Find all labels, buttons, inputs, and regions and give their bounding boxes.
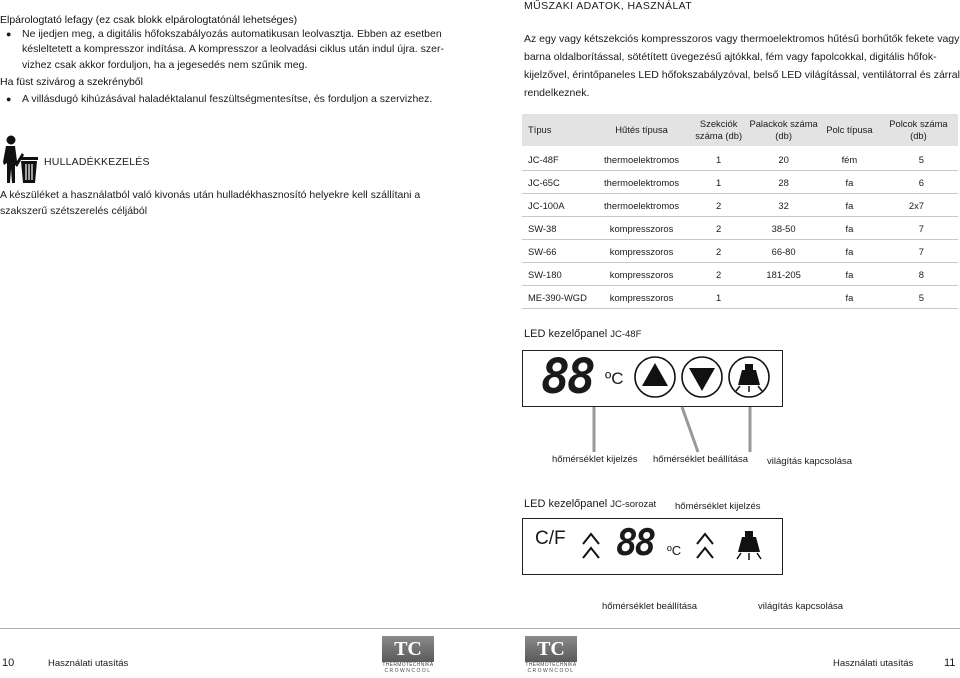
logo-mark: TC (382, 636, 434, 662)
caption-light: világítás kapcsolása (767, 456, 853, 467)
table-cell: 6 (879, 171, 958, 194)
heading-evaporator: Elpárologtató lefagy (ez csak blokk elpárologtatónál lehetséges) (0, 14, 298, 26)
unit-celsius: ºC (667, 543, 682, 558)
table-cell: 8 (879, 263, 958, 286)
waste-title: HULLADÉKKEZELÉS (44, 156, 150, 168)
panel1-box (522, 350, 783, 407)
disposal-line-2: szakszerű szétszerelés céljából (0, 205, 148, 217)
table-cell: fa (820, 171, 879, 194)
col-header: Szekciók száma (db) (690, 114, 747, 146)
panel-model: JC-48F (610, 329, 642, 340)
table-cell: fa (820, 286, 879, 309)
text-line: A villásdugó kihúzásával haladéktalanul feszültségmentesítse, és forduljon a szervizhez. (22, 93, 433, 105)
table-cell (747, 286, 820, 309)
bullet: ● (6, 94, 12, 104)
disposal-line-1: A készüléket a használatból való kivonás után hulladékhasznosító helyekre kell szállítani a (0, 189, 421, 201)
caption-light: világítás kapcsolása (758, 601, 844, 612)
panel-label-text: LED kezelőpanel (524, 328, 608, 340)
col-header: Polc típusa (820, 114, 879, 146)
panel1-label (524, 328, 641, 340)
col-header: Polcok száma (db) (879, 114, 958, 146)
table-row (522, 240, 958, 263)
table-row (522, 286, 958, 309)
table-cell: JC-65C (522, 171, 593, 194)
table-row (522, 171, 958, 194)
panel-label-text: LED kezelőpanel (524, 498, 608, 510)
table-cell: fa (820, 194, 879, 217)
table-row (522, 263, 958, 286)
table-cell: 181-205 (747, 263, 820, 286)
section-title: MŰSZAKI ADATOK, HASZNÁLAT (524, 0, 693, 12)
table-cell: SW-38 (522, 217, 593, 240)
table-cell: JC-48F (522, 148, 593, 171)
panel2-box (522, 518, 783, 575)
table-cell: 32 (747, 194, 820, 217)
table-cell: thermoelektromos (593, 194, 690, 217)
trash-disposal-icon (2, 135, 40, 185)
chevron-up-icon[interactable] (581, 531, 601, 561)
chevron-up-icon[interactable] (695, 531, 715, 561)
table-cell: SW-66 (522, 240, 593, 263)
logo-mark: TC (525, 636, 577, 662)
triangle-down-icon[interactable] (680, 355, 724, 399)
table-cell: 38-50 (747, 217, 820, 240)
text-line: késleltetett a kompresszor indítása. A kompresszor a leolvadási ciklus után indul újra. szer- (22, 43, 444, 55)
table-cell: ME-390-WGD (522, 286, 593, 309)
col-header: Palackok száma (db) (747, 114, 820, 146)
logo-sub1: THERMOTECHNIKA (525, 662, 577, 668)
table-cell: 2 (690, 217, 747, 240)
table-cell: 1 (690, 286, 747, 309)
table-cell: kompresszoros (593, 263, 690, 286)
triangle-up-icon[interactable] (633, 355, 677, 399)
cf-toggle-label[interactable]: C/F (535, 528, 566, 549)
intro-paragraph (524, 30, 958, 102)
brand-logo (525, 636, 577, 676)
spec-table (522, 114, 958, 309)
table-row (522, 148, 958, 171)
light-bulb-icon[interactable] (735, 529, 763, 563)
para-line: barna oldalborítással, sötétített üvegezésű ajtókkal, fém vagy fapolcokkal, digitális hőfok- (524, 51, 937, 63)
table-cell: thermoelektromos (593, 171, 690, 194)
bullet: ● (6, 29, 12, 39)
table-cell: kompresszoros (593, 217, 690, 240)
light-bulb-icon[interactable] (727, 355, 771, 399)
footer-text-left: Használati utasítás (48, 658, 129, 669)
caption-temp-display: hőmérséklet kijelzés (552, 454, 638, 465)
brand-logo (382, 636, 434, 676)
table-cell: 7 (879, 217, 958, 240)
table-cell: 1 (690, 171, 747, 194)
table-cell: 2 (690, 263, 747, 286)
table-cell: 20 (747, 148, 820, 171)
panel-model: JC-sorozat (610, 499, 657, 510)
table-row (522, 194, 958, 217)
table-cell: 2 (690, 240, 747, 263)
table-cell: 5 (879, 148, 958, 171)
footer-text-right: Használati utasítás (833, 658, 914, 669)
caption-temp-setting: hőmérséklet beállítása (653, 454, 749, 465)
unit-celsius: ºC (605, 369, 624, 388)
table-cell: fa (820, 240, 879, 263)
table-cell: fém (820, 148, 879, 171)
page-number-left: 10 (2, 657, 15, 669)
table-row (522, 217, 958, 240)
text-line: Ne ijedjen meg, a digitális hőfokszabályozás automatikusan leolvasztja. Ebben az esetben (22, 28, 442, 40)
table-cell: kompresszoros (593, 286, 690, 309)
table-cell: thermoelektromos (593, 148, 690, 171)
temp-digits: 88 (541, 349, 593, 405)
logo-sub2: CROWNCOOL (384, 668, 432, 674)
para-line: Az egy vagy kétszekciós kompresszoros vagy thermoelektromos hűtésű borhűtők fekete vagy (524, 33, 960, 45)
logo-sub1: THERMOTECHNIKA (382, 662, 434, 668)
para-line: rendelkeznek. (524, 87, 590, 99)
table-cell: 7 (879, 240, 958, 263)
table-cell: 2x7 (879, 194, 958, 217)
footer-divider (0, 628, 960, 629)
page-number-right: 11 (944, 657, 956, 669)
text-line: vizhez csak akkor forduljon, ha a jegesedés nem szűnik meg. (22, 59, 308, 71)
col-header: Típus (522, 114, 593, 146)
table-cell: kompresszoros (593, 240, 690, 263)
col-header: Hűtés típusa (593, 114, 690, 146)
caption-temp-display: hőmérséklet kijelzés (675, 501, 761, 512)
caption-temp-setting: hőmérséklet beállítása (602, 601, 698, 612)
table-cell: 2 (690, 194, 747, 217)
table-cell: fa (820, 263, 879, 286)
panel2-label (524, 498, 656, 510)
table-cell: 5 (879, 286, 958, 309)
table-cell: 66-80 (747, 240, 820, 263)
logo-sub2: CROWNCOOL (527, 668, 575, 674)
temp-digits: 88 (616, 523, 654, 564)
table-cell: 28 (747, 171, 820, 194)
table-cell: JC-100A (522, 194, 593, 217)
table-cell: 1 (690, 148, 747, 171)
table-header-row (522, 114, 958, 146)
table-cell: SW-180 (522, 263, 593, 286)
table-cell: fa (820, 217, 879, 240)
heading-smoke: Ha füst szivárog a szekrényből (0, 76, 143, 88)
para-line: kijelzővel, érintőpaneles LED hőfokszabályzóval, belső LED világítással, ventilátorral és zárral (524, 69, 960, 81)
